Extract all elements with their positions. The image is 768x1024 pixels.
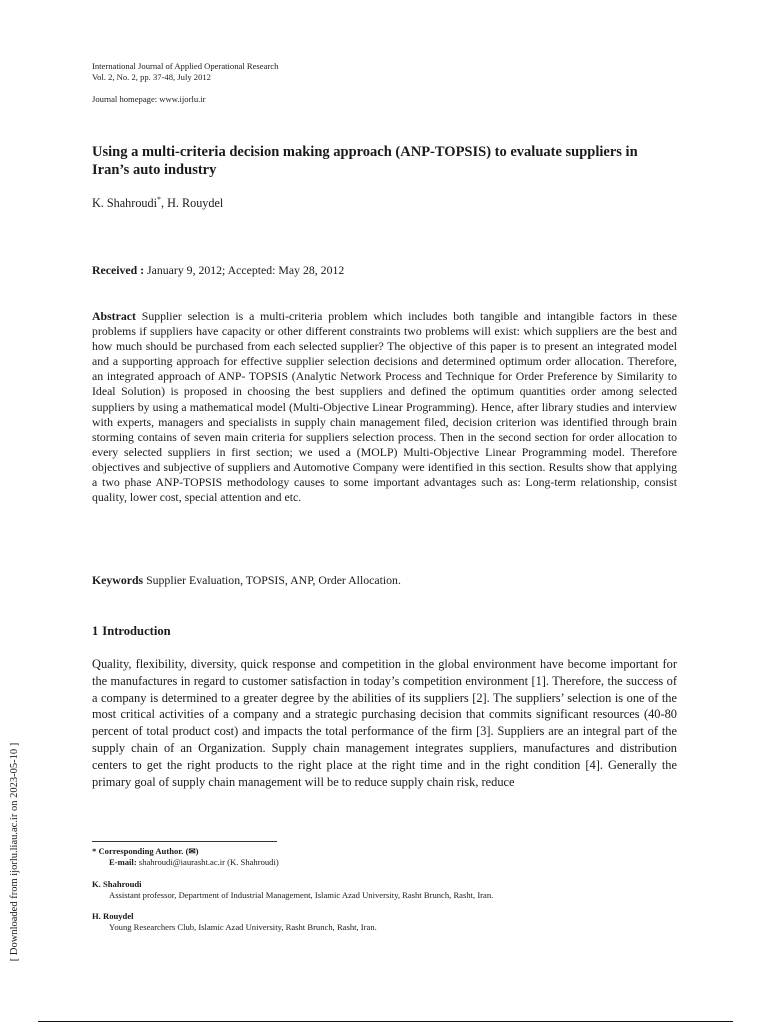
received-label: Received : xyxy=(92,263,145,277)
keywords xyxy=(92,573,677,588)
corresponding-footnote xyxy=(92,846,677,869)
journal-homepage: Journal homepage: www.ijorlu.ir xyxy=(92,94,206,104)
keywords-label: Keywords xyxy=(92,573,144,587)
abstract xyxy=(92,309,677,505)
affiliation-name-1: K. Shahroudi xyxy=(92,878,142,889)
keywords-text: Supplier Evaluation, TOPSIS, ANP, Order Allocation. xyxy=(146,573,401,587)
affiliation-name-2: H. Rouydel xyxy=(92,911,134,922)
journal-header xyxy=(92,61,278,105)
download-stamp xyxy=(2,717,28,987)
footnote-divider xyxy=(92,841,277,842)
abstract-label: Abstract xyxy=(92,309,136,323)
download-stamp-text: [ Downloaded from ijorlu.liau.ac.ir on 2023-05-10 ] xyxy=(9,742,20,962)
email-line xyxy=(92,857,677,868)
author-affiliation-2 xyxy=(92,911,677,934)
abstract-text: Supplier selection is a multi-criteria problem which includes both tangible and intangible factors in these problems if suppliers have capacity or other different constraints two problems will exist: which suppliers are the best and how much should be purchased from each selected supplier? The objective of this paper is to present an integrated model and a supporting approach for effective supplier selection decisions and determined optimum order allocation. Therefore, an integrated approach of ANP- TOPSIS (Analytic Network Process and Technique for Order Preference by Similarity to Ideal Solution) is proposed in choosing the best suppliers and defined the optimum quantities order among selected suppliers by using a mathematical model (Multi-Objective Linear Programming). Hence, after library studies and interview with experts, managers and specialists in supply chain management filed, decision criterion was identified through brain storming contains of seven main criteria for suppliers selection process. Then in the second section for order allocation to every selected suppliers in first section; we used a (MOLP) Multi-Objective Linear Programming model. Therefore objectives and subjective of suppliers and Automotive Company were identified in this section. Results show that applying a two phase ANP-TOPSIS methodology causes to some important advantages such as: Long-term relationship, consist quality, lower cost, special attention and etc. xyxy=(92,309,678,505)
journal-issue: Vol. 2, No. 2, pp. 37-48, July 2012 xyxy=(92,72,211,82)
journal-name: International Journal of Applied Operational Research xyxy=(92,61,279,71)
affiliation-text-2: Young Researchers Club, Islamic Azad University, Rasht Brunch, Rasht, Iran. xyxy=(109,922,377,933)
section-title: Introduction xyxy=(102,624,171,638)
section-heading xyxy=(92,624,171,639)
affiliation-text-1: Assistant professor, Department of Industrial Management, Islamic Azad University, Rasht Brunch, Rasht, Iran. xyxy=(109,889,494,900)
section-number: 1 xyxy=(92,624,99,638)
footnotes xyxy=(92,846,677,944)
paper-title: Using a multi-criteria decision making approach (ANP-TOPSIS) to evaluate suppliers in Iran’s auto industry xyxy=(92,144,638,178)
author-name-2: , H. Rouydel xyxy=(161,196,224,210)
corresponding-author-label: * Corresponding Author. (✉) xyxy=(92,846,199,856)
received-text: January 9, 2012; Accepted: May 28, 2012 xyxy=(147,263,345,277)
page-bottom-rule xyxy=(38,1021,733,1022)
author-affiliation-1 xyxy=(92,879,677,902)
author-line xyxy=(92,196,223,211)
email-text: shahroudi@iaurasht.ac.ir (K. Shahroudi) xyxy=(138,857,279,868)
author-name-1: K. Shahroudi xyxy=(92,196,157,210)
received-dates xyxy=(92,263,344,278)
email-label: E-mail: xyxy=(109,857,137,868)
corresponding-mark: * xyxy=(157,195,161,204)
intro-paragraph: Quality, flexibility, diversity, quick response and competition in the global environment have become important for the manufactures in regard to customer satisfaction in today’s competition environment [1]. Therefore, the success of a company is determined to a greater degree by the abilities of its suppliers [2]. The suppliers’ selection is one of the most critical activities of a company and a strategic purchasing decision that commits significant resources (40-80 percent of total product cost) and impacts the total performance of the firm [3]. Suppliers are an integral part of the supply chain of an Organization. Supply chain management integrates suppliers, manufactures and distribution centers to get the right products to the right place at the right time and in the right condition [4]. Generally the primary goal of supply chain management will be to reduce supply chain risk, reduce xyxy=(92,657,677,789)
